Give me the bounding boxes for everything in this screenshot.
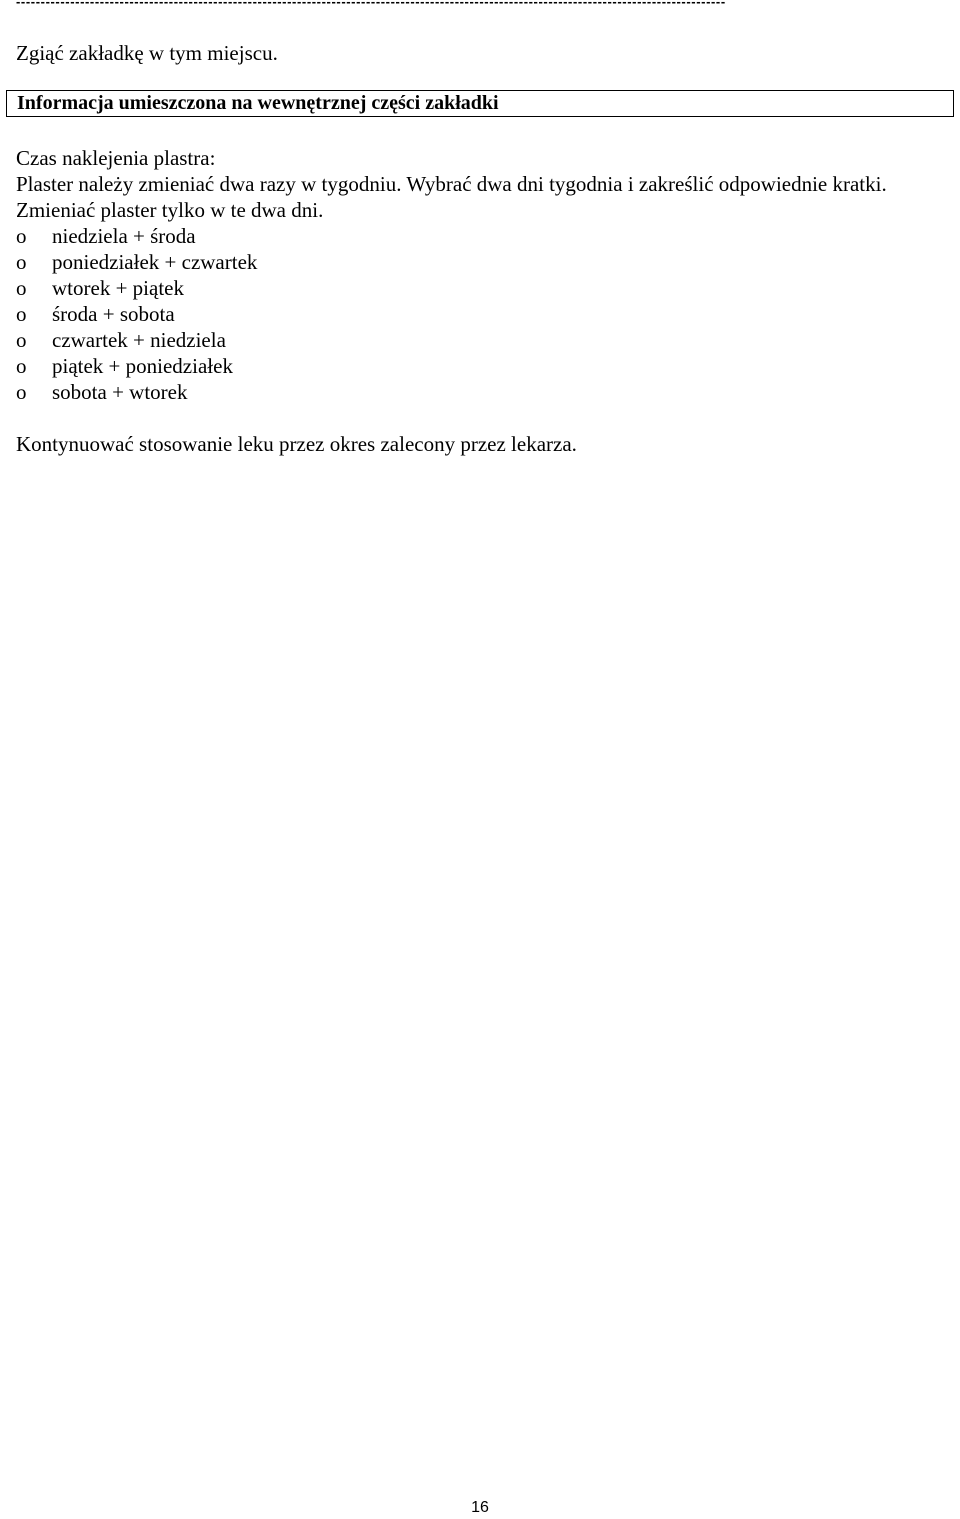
- day-option-label: środa + sobota: [52, 302, 175, 326]
- day-option[interactable]: [16, 301, 916, 327]
- cut-line: ------------------------------------------------------------------------------------------------------------------------------------------------: [16, 0, 726, 9]
- page-number: 16: [471, 1499, 489, 1516]
- day-option[interactable]: [16, 249, 916, 275]
- day-option-label: sobota + wtorek: [52, 380, 188, 404]
- day-option[interactable]: [16, 353, 916, 379]
- checkbox-bullet-icon: o: [16, 302, 27, 326]
- instructions-text: Plaster należy zmieniać dwa razy w tygodniu. Wybrać dwa dni tygodnia i zakreślić odpowiednie kratki. Zmieniać plaster tylko w te dwa dni.: [16, 172, 887, 222]
- day-options-list: [16, 223, 916, 405]
- patch-instructions: [16, 145, 916, 457]
- section-heading-box: [6, 90, 954, 117]
- day-option-label: niedziela + środa: [52, 224, 196, 248]
- checkbox-bullet-icon: o: [16, 276, 27, 300]
- day-option[interactable]: [16, 327, 916, 353]
- day-option[interactable]: [16, 379, 916, 405]
- patch-time-label: Czas naklejenia plastra:: [16, 146, 216, 170]
- checkbox-bullet-icon: o: [16, 250, 27, 274]
- checkbox-bullet-icon: o: [16, 224, 27, 248]
- closing-text: Kontynuować stosowanie leku przez okres zalecony przez lekarza.: [16, 432, 577, 456]
- checkbox-bullet-icon: o: [16, 380, 27, 404]
- day-option-label: czwartek + niedziela: [52, 328, 226, 352]
- day-option-label: wtorek + piątek: [52, 276, 184, 300]
- day-option-label: poniedziałek + czwartek: [52, 250, 258, 274]
- day-option[interactable]: [16, 275, 916, 301]
- checkbox-bullet-icon: o: [16, 328, 27, 352]
- section-heading: Informacja umieszczona na wewnętrznej części zakładki: [17, 92, 499, 114]
- checkbox-bullet-icon: o: [16, 354, 27, 378]
- day-option[interactable]: [16, 223, 916, 249]
- fold-instruction: Zgiąć zakładkę w tym miejscu.: [16, 41, 278, 65]
- day-option-label: piątek + poniedziałek: [52, 354, 233, 378]
